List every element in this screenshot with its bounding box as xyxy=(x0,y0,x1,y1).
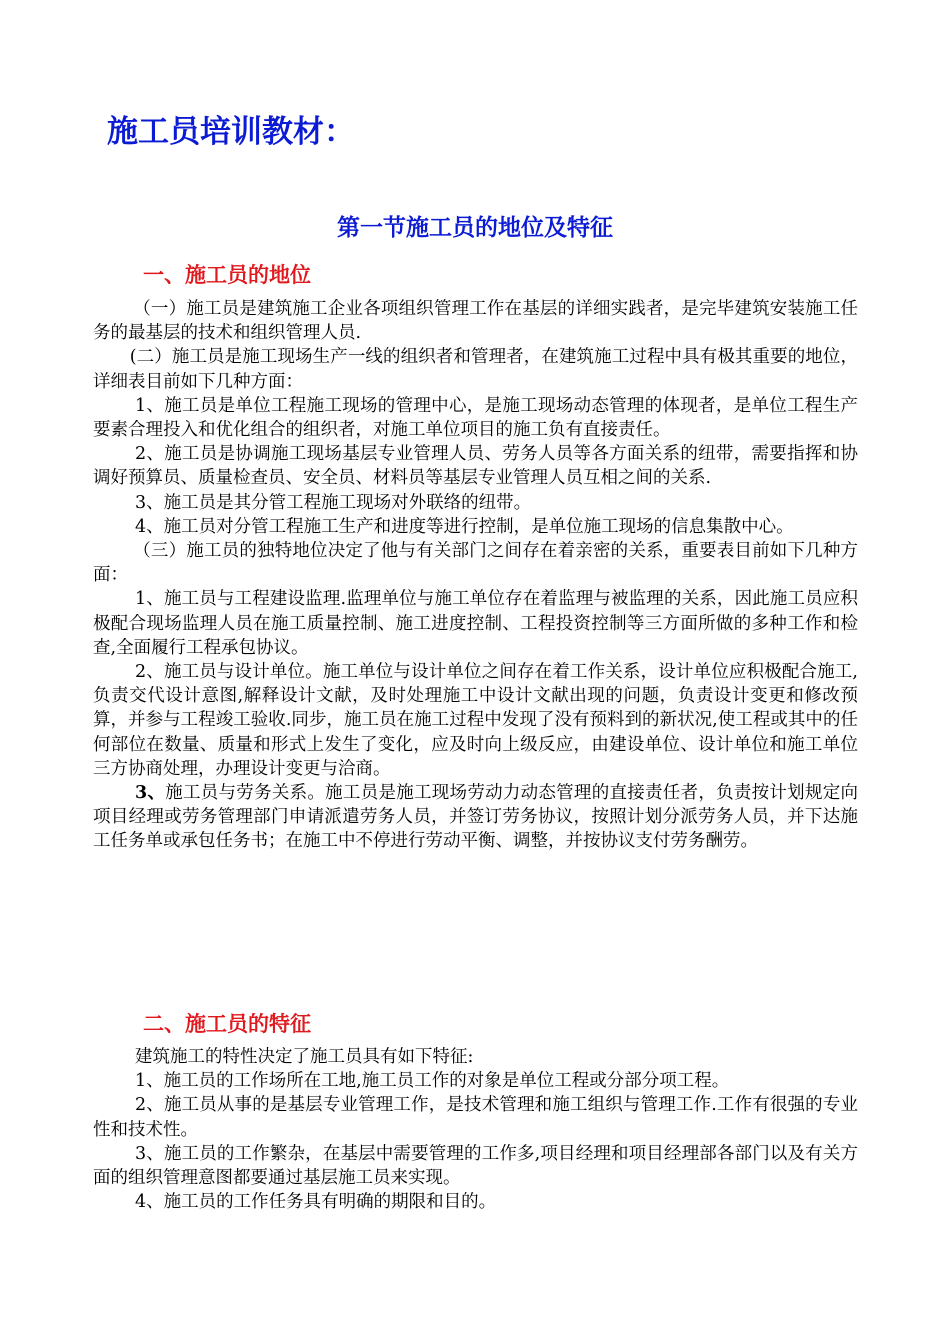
paragraph: 4、施工员对分管工程施工生产和进度等进行控制，是单位施工现场的信息集散中心。 xyxy=(135,516,794,537)
section-title: 第一节施工员的地位及特征 xyxy=(337,214,613,241)
paragraph: 2、施工员是协调施工现场基层专业管理人员、劳务人员等各方面关系的纽带，需要指挥和协调好预算员、质量检查员、安全员、材料员等基层专业管理人员互相之间的关系. xyxy=(93,444,858,489)
paragraph: 1、施工员与工程建设监理.监理单位与施工单位存在着监理与被监理的关系，因此施工员应积极配合现场监理人员在施工质量控制、施工进度控制、工程投资控制等三方面所做的多种工作和检查,全面履行工程承包协议。 xyxy=(93,589,858,658)
heading-characteristics: 二、施工员的特征 xyxy=(143,1011,311,1036)
paragraph: 4、施工员的工作任务具有明确的期限和目的。 xyxy=(135,1192,497,1213)
paragraph: （三）施工员的独特地位决定了他与有关部门之间存在着亲密的关系，重要表目前如下几种方面： xyxy=(93,541,858,586)
paragraph: 2、施工员与设计单位。施工单位与设计单位之间存在着工作关系，设计单位应积极配合施工,负责交代设计意图,解释设计文献，及时处理施工中设计文献出现的问题，负责设计变更和修改预算，并参与工程竣工验收.同步，施工员在施工过程中发现了没有预料到的新状况,使工程或其中的任何部位在数量、质量和形式上发生了变化，应及时向上级反应，由建设单位、设计单位和施工单位三方协商处理，办理设计变更与洽商。 xyxy=(93,662,858,779)
section-position-body xyxy=(93,297,858,854)
section-characteristics-body xyxy=(93,1045,858,1214)
heading-position: 一、施工员的地位 xyxy=(143,262,311,287)
paragraph: 1、施工员的工作场所在工地,施工员工作的对象是单位工程或分部分项工程。 xyxy=(135,1071,730,1092)
paragraph-number: 3、 xyxy=(135,783,166,804)
paragraph: 2、施工员从事的是基层专业管理工作，是技术管理和施工组织与管理工作.工作有很强的专业性和技术性。 xyxy=(93,1095,858,1140)
document-title: 施工员培训教材： xyxy=(107,114,355,150)
paragraph: 3、施工员是其分管工程施工现场对外联络的纽带。 xyxy=(135,492,532,513)
paragraph: (二）施工员是施工现场生产一线的组织者和管理者，在建筑施工过程中具有极其重要的地位，详细表目前如下几种方面： xyxy=(93,347,858,392)
paragraph-text: 施工员与劳务关系。施工员是施工现场劳动力动态管理的直接责任者，负责按计划规定向项目经理或劳务管理部门申请派遣劳务人员，并签订劳务协议，按照计划分派劳务人员，并下达施工任务单或承包任务书；在施工中不停进行劳动平衡、调整，并按协议支付劳务酬劳。 xyxy=(93,783,858,852)
paragraph-labour xyxy=(93,781,858,854)
paragraph: 3、施工员的工作繁杂，在基层中需要管理的工作多,项目经理和项目经理部各部门以及有关方面的组织管理意图都要通过基层施工员来实现。 xyxy=(93,1143,858,1189)
paragraph: 1、施工员是单位工程施工现场的管理中心，是施工现场动态管理的体现者，是单位工程生产要素合理投入和优化组合的组织者，对施工单位项目的施工负有直接责任。 xyxy=(93,395,858,441)
paragraph: 建筑施工的特性决定了施工员具有如下特征: xyxy=(135,1047,474,1067)
paragraph: （一）施工员是建筑施工企业各项组织管理工作在基层的详细实践者，是完毕建筑安装施工任务的最基层的技术和组织管理人员. xyxy=(93,299,858,344)
